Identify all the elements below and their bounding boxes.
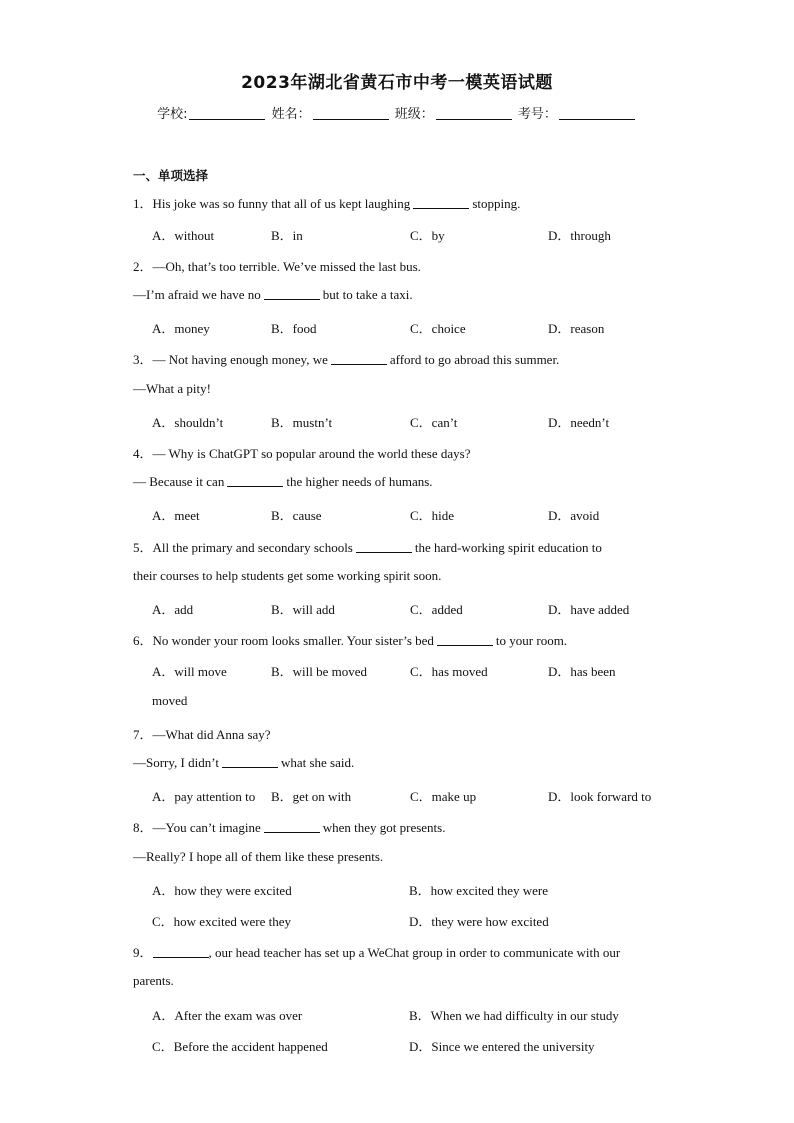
- class-label: 班级：: [394, 107, 434, 122]
- q4-option-c[interactable]: C．hide: [410, 508, 455, 523]
- question-4-line-2: [133, 474, 433, 490]
- name-blank[interactable]: [313, 107, 389, 120]
- q7-option-d[interactable]: D．look forward to: [548, 789, 652, 804]
- question-7-line-1: 7．—What did Anna say?: [133, 727, 271, 742]
- q9-option-b[interactable]: B．When we had difficulty in our study: [409, 1008, 619, 1023]
- q8-stem-post: when they got presents.: [322, 820, 446, 835]
- question-2-line-1: 2．—Oh, that’s too terrible. We’ve missed the last bus.: [133, 259, 421, 274]
- q8-option-c[interactable]: C．how excited were they: [152, 914, 291, 929]
- q4-stem-pre: — Because it can: [133, 474, 225, 489]
- q1-option-a[interactable]: A．without: [152, 228, 215, 243]
- q9-option-a[interactable]: A．After the exam was over: [152, 1008, 303, 1023]
- question-3-line-1: [133, 349, 559, 368]
- q7-option-b[interactable]: B．get on with: [271, 789, 352, 804]
- question-6-line-1: [133, 630, 567, 649]
- question-9-line-2: parents.: [133, 973, 174, 988]
- q8-option-a[interactable]: A．how they were excited: [152, 883, 292, 898]
- q7-stem-post: what she said.: [280, 755, 355, 770]
- q2-option-d[interactable]: D．reason: [548, 321, 605, 336]
- q7-blank: [222, 756, 278, 768]
- q8-blank: [264, 821, 320, 833]
- q2-blank: [264, 288, 320, 300]
- q4-option-d[interactable]: D．avoid: [548, 508, 600, 523]
- question-4-line-1: 4．— Why is ChatGPT so popular around the world these days?: [133, 446, 471, 461]
- question-8-line-1: [133, 817, 445, 836]
- q1-option-d[interactable]: D．through: [548, 228, 611, 243]
- q6-option-d-continued[interactable]: moved: [152, 693, 188, 708]
- q7-option-c[interactable]: C．make up: [410, 789, 477, 804]
- q6-blank: [437, 634, 493, 646]
- q4-option-a[interactable]: A．meet: [152, 508, 200, 523]
- q5-option-a[interactable]: A．add: [152, 602, 194, 617]
- q5-option-c[interactable]: C．added: [410, 602, 463, 617]
- page-title: 2023年湖北省黄石市中考一模英语试题: [241, 73, 553, 93]
- question-5-line-2: their courses to help students get some working spirit soon.: [133, 568, 442, 583]
- q5-blank: [356, 541, 412, 553]
- q7-option-a[interactable]: A．pay attention to: [152, 789, 256, 804]
- q7-stem-pre: —Sorry, I didn’t: [133, 755, 219, 770]
- q4-stem-post: the higher needs of humans.: [286, 474, 433, 489]
- q4-option-b[interactable]: B．cause: [271, 508, 322, 523]
- student-info-line: [0, 103, 794, 122]
- q5-stem-pre: 5．All the primary and secondary schools: [133, 540, 353, 555]
- q6-stem-pre: 6．No wonder your room looks smaller. Your sister’s bed: [133, 633, 434, 648]
- q6-option-b[interactable]: B．will be moved: [271, 664, 368, 679]
- q1-stem-pre: 1．His joke was so funny that all of us kept laughing: [133, 196, 411, 211]
- class-blank[interactable]: [436, 107, 512, 120]
- q1-blank: [413, 197, 469, 209]
- q3-option-b[interactable]: B．mustn’t: [271, 415, 333, 430]
- number-label: 考号：: [517, 107, 557, 122]
- q5-option-b[interactable]: B．will add: [271, 602, 335, 617]
- q2-stem-post: but to take a taxi.: [322, 287, 413, 302]
- question-9-line-1: [133, 942, 620, 961]
- q1-option-c[interactable]: C．by: [410, 228, 445, 243]
- q5-stem-post: the hard-working spirit education to: [414, 540, 602, 555]
- q9-blank: [153, 946, 209, 958]
- q5-option-d[interactable]: D．have added: [548, 602, 630, 617]
- question-5-line-1: [133, 537, 602, 556]
- q6-option-a[interactable]: A．will move: [152, 664, 227, 679]
- q2-option-b[interactable]: B．food: [271, 321, 317, 336]
- q3-option-a[interactable]: A．shouldn’t: [152, 415, 224, 430]
- q9-stem-post: , our head teacher has set up a WeChat group in order to communicate with our: [208, 945, 621, 960]
- school-label: 学校:: [157, 107, 188, 122]
- question-3-line-2: —What a pity!: [133, 381, 211, 396]
- name-label: 姓名：: [271, 107, 311, 122]
- question-2-line-2: [133, 287, 413, 303]
- q2-stem-pre: —I’m afraid we have no: [133, 287, 261, 302]
- q3-option-d[interactable]: D．needn’t: [548, 415, 610, 430]
- q3-stem-pre: 3．— Not having enough money, we: [133, 352, 328, 367]
- q6-option-d[interactable]: D．has been: [548, 664, 616, 679]
- q9-option-c[interactable]: C．Before the accident happened: [152, 1039, 328, 1054]
- q9-option-d[interactable]: D．Since we entered the university: [409, 1039, 595, 1054]
- number-blank[interactable]: [559, 107, 635, 120]
- question-7-line-2: [133, 755, 354, 771]
- q3-stem-post: afford to go abroad this summer.: [389, 352, 560, 367]
- q6-option-c[interactable]: C．has moved: [410, 664, 488, 679]
- q1-option-b[interactable]: B．in: [271, 228, 303, 243]
- q8-stem-pre: 8．—You can’t imagine: [133, 820, 261, 835]
- q2-option-a[interactable]: A．money: [152, 321, 210, 336]
- school-blank[interactable]: [189, 107, 265, 120]
- q8-option-d[interactable]: D．they were how excited: [409, 914, 549, 929]
- q2-option-c[interactable]: C．choice: [410, 321, 466, 336]
- q8-option-b[interactable]: B．how excited they were: [409, 883, 548, 898]
- q3-blank: [331, 353, 387, 365]
- q9-number: 9．: [133, 945, 153, 960]
- q6-stem-post: to your room.: [495, 633, 568, 648]
- question-1: [133, 193, 520, 212]
- q3-option-c[interactable]: C．can’t: [410, 415, 458, 430]
- q4-blank: [227, 475, 283, 487]
- question-8-line-2: —Really? I hope all of them like these presents.: [133, 849, 384, 864]
- section-heading: 一、单项选择: [133, 168, 209, 183]
- q1-stem-post: stopping.: [472, 196, 521, 211]
